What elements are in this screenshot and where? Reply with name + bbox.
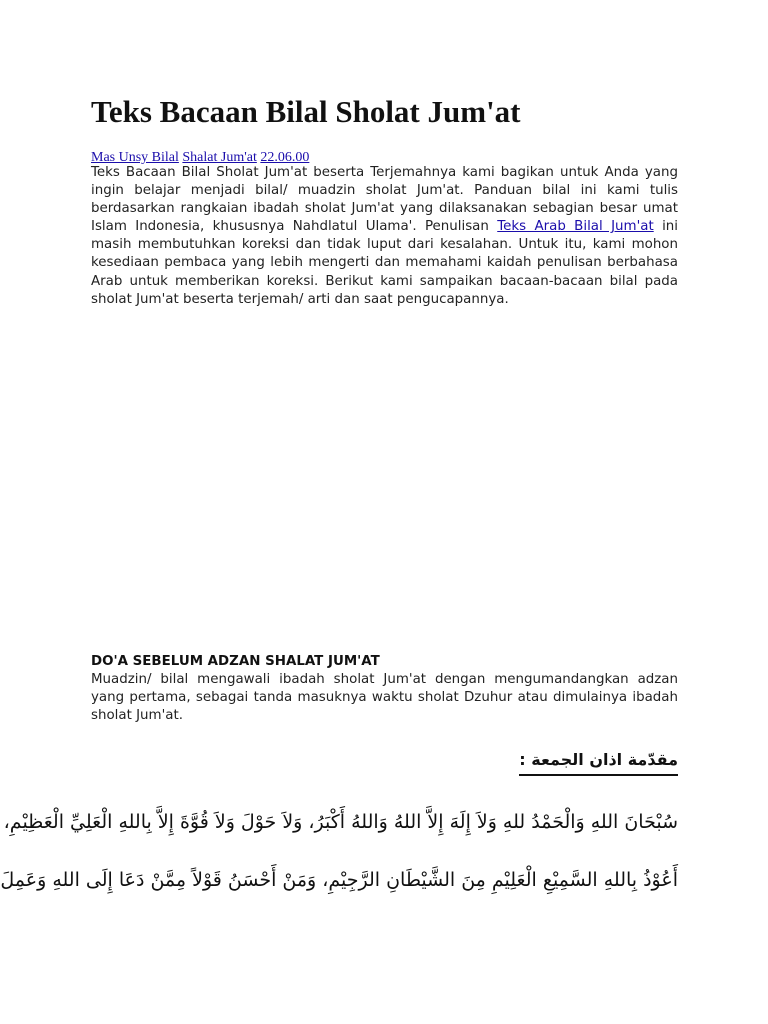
section-paragraph: Muadzin/ bilal mengawali ibadah sholat Jum'at dengan mengumandangkan adzan yang pertama, sebagai tanda masuknya waktu sholat Dzuhur atau dimulainya ibadah sholat Jum'at.	[91, 672, 678, 724]
arabic-text-line-1: سُبْحَانَ اللهِ وَالْحَمْدُ للهِ وَلاَ إِلَهَ إِلاَّ اللهُ وَاللهُ أَكْبَرُ، وَلاَ حَوْلَ وَلاَ قُوَّةَ إِلاَّ بِاللهِ الْعَلِيِّ الْعَظِيْمِ،	[3, 811, 678, 833]
intro-text-part2: ini masih membutuhkan koreksi dan tidak luput dari kesalahan. Untuk itu, kami mohon kesediaan pembaca yang lebih mengerti dan memahami kaidah penulisan berbahasa Arab untuk memberikan koreksi. Berikut kami sampaikan bacaan-bacaan bilal pada sholat Jum'at beserta terjemah/ arti dan saat pengucapannya.	[91, 219, 678, 307]
section-heading: DO'A SEBELUM ADZAN SHALAT JUM'AT	[91, 654, 380, 669]
category-link[interactable]: Shalat Jum'at	[182, 150, 257, 165]
intro-paragraph	[91, 164, 678, 309]
arabic-text-line-2: أَعُوْذُ بِاللهِ السَّمِيْعِ الْعَلِيْمِ مِنَ الشَّيْطَانِ الرَّجِيْمِ، وَمَنْ أَحْسَنُ قَوْلاً مِمَّنْ دَعَا إِلَى اللهِ وَعَمِلَ	[0, 869, 678, 891]
author-link[interactable]: Mas Unsy Bilal	[91, 150, 179, 165]
page-title: Teks Bacaan Bilal Sholat Jum'at	[91, 94, 521, 129]
intro-text-part1: Teks Bacaan Bilal Sholat Jum'at beserta Terjemahnya kami bagikan untuk Anda yang ingin belajar menjadi bilal/ muadzin sholat Jum'at. Panduan bilal ini kami tulis berdasarkan rangkaian ibadah sholat Jum'at yang dilaksanakan sebagian besar umat Islam Indonesia, khususnya Nahdlatul Ulama'. Penulisan	[91, 165, 678, 235]
arabic-heading: مقدّمة اذان الجمعة :	[519, 748, 678, 776]
timestamp-link[interactable]: 22.06.00	[260, 150, 310, 165]
teks-arab-link[interactable]: Teks Arab Bilal Jum'at	[497, 219, 654, 235]
